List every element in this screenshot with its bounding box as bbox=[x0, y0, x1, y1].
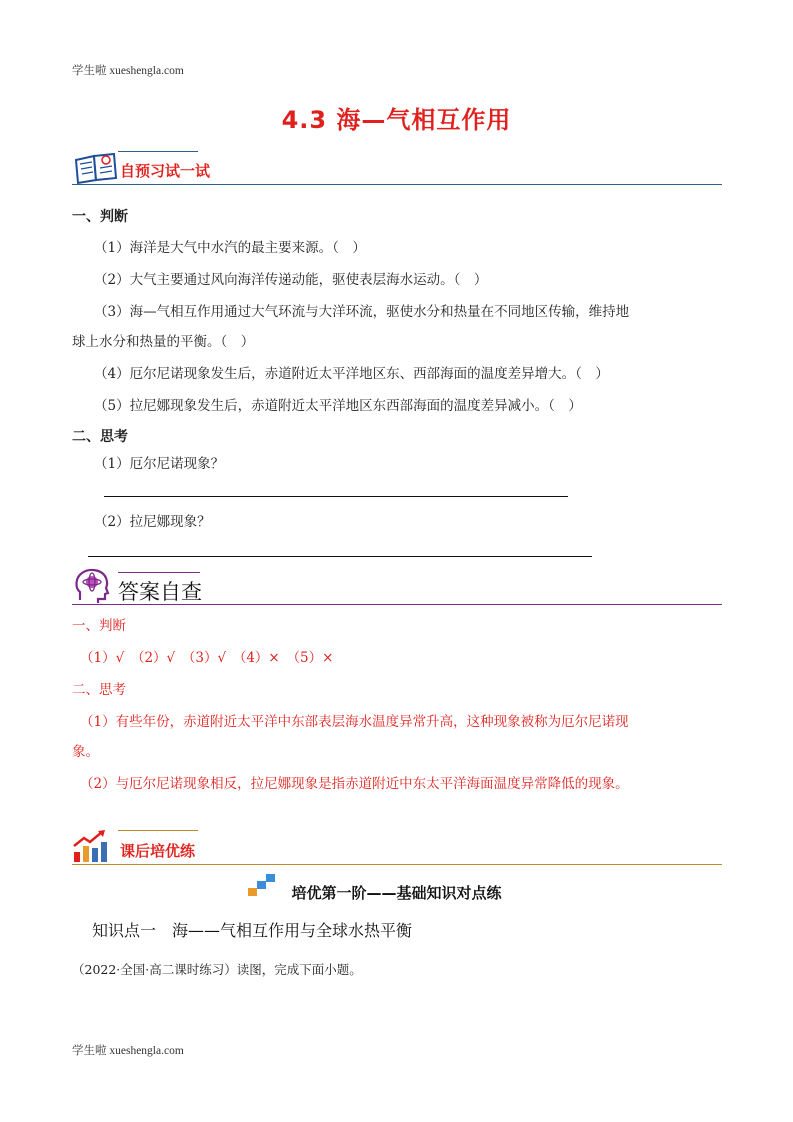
preview-top-rule bbox=[118, 151, 198, 152]
answers-label: 答案自查 bbox=[118, 580, 202, 604]
preview-rule bbox=[72, 184, 722, 185]
after-class-label: 课后培优练 bbox=[120, 842, 196, 860]
preview-label: 自预习试一试 bbox=[120, 162, 211, 180]
source-line: （2022·全国·高二课时练习）读图，完成下面小题。 bbox=[72, 962, 362, 977]
book-icon bbox=[72, 150, 120, 186]
growth-chart-icon bbox=[72, 828, 110, 864]
judge-item-4: （4）厄尔尼诺现象发生后，赤道附近太平洋地区东、西部海面的温度差异增大。（ ） bbox=[94, 366, 609, 382]
answer-line-1-cont: 象。 bbox=[72, 744, 99, 760]
footer-site: 学生啦 xueshengla.com bbox=[72, 1045, 184, 1057]
answers-part1-line: （1）√ （2）√ （3）√ （4）× （5）× bbox=[80, 650, 334, 666]
think-q2: （2）拉尼娜现象？ bbox=[94, 514, 211, 530]
answer-blank-1[interactable] bbox=[104, 496, 568, 497]
answers-part2-heading: 二、思考 bbox=[72, 682, 126, 698]
judge-item-3: （3）海—气相互作用通过大气环流与大洋环流，驱使水分和热量在不同地区传输，维持地 bbox=[94, 304, 630, 320]
judge-item-3-cont: 球上水分和热量的平衡。（ ） bbox=[72, 334, 255, 350]
header-site: 学生啦 xueshengla.com bbox=[72, 65, 184, 77]
brain-head-icon bbox=[72, 566, 112, 606]
after-top-rule bbox=[118, 830, 198, 831]
judge-item-5: （5）拉尼娜现象发生后，赤道附近太平洋地区东西部海面的温度差异减小。（ ） bbox=[94, 398, 582, 414]
answer-blank-2[interactable] bbox=[88, 556, 592, 557]
answers-rule bbox=[72, 604, 722, 605]
tier-title: 培优第一阶——基础知识对点练 bbox=[291, 884, 502, 902]
answer-line-1: （1）有些年份，赤道附近太平洋中东部表层海水温度异常升高，这种现象被称为厄尔尼诺现 bbox=[80, 714, 629, 730]
answers-part1-heading: 一、判断 bbox=[72, 618, 126, 634]
after-rule bbox=[72, 864, 722, 865]
part1-heading: 一、判断 bbox=[72, 209, 128, 225]
judge-item-1: （1）海洋是大气中水汽的最主要来源。（ ） bbox=[94, 240, 366, 256]
part2-heading: 二、思考 bbox=[72, 429, 128, 445]
knowledge-point-title: 知识点一 海——气相互作用与全球水热平衡 bbox=[92, 921, 413, 940]
answers-top-rule bbox=[118, 572, 200, 573]
answer-line-2: （2）与厄尔尼诺现象相反，拉尼娜现象是指赤道附近中东太平洋海面温度异常降低的现象。 bbox=[80, 776, 629, 792]
page-title: 4.3 海—气相互作用 bbox=[281, 106, 512, 134]
judge-item-2: （2）大气主要通过风向海洋传递动能，驱使表层海水运动。（ ） bbox=[94, 272, 488, 288]
think-q1: （1）厄尔尼诺现象？ bbox=[94, 456, 225, 472]
